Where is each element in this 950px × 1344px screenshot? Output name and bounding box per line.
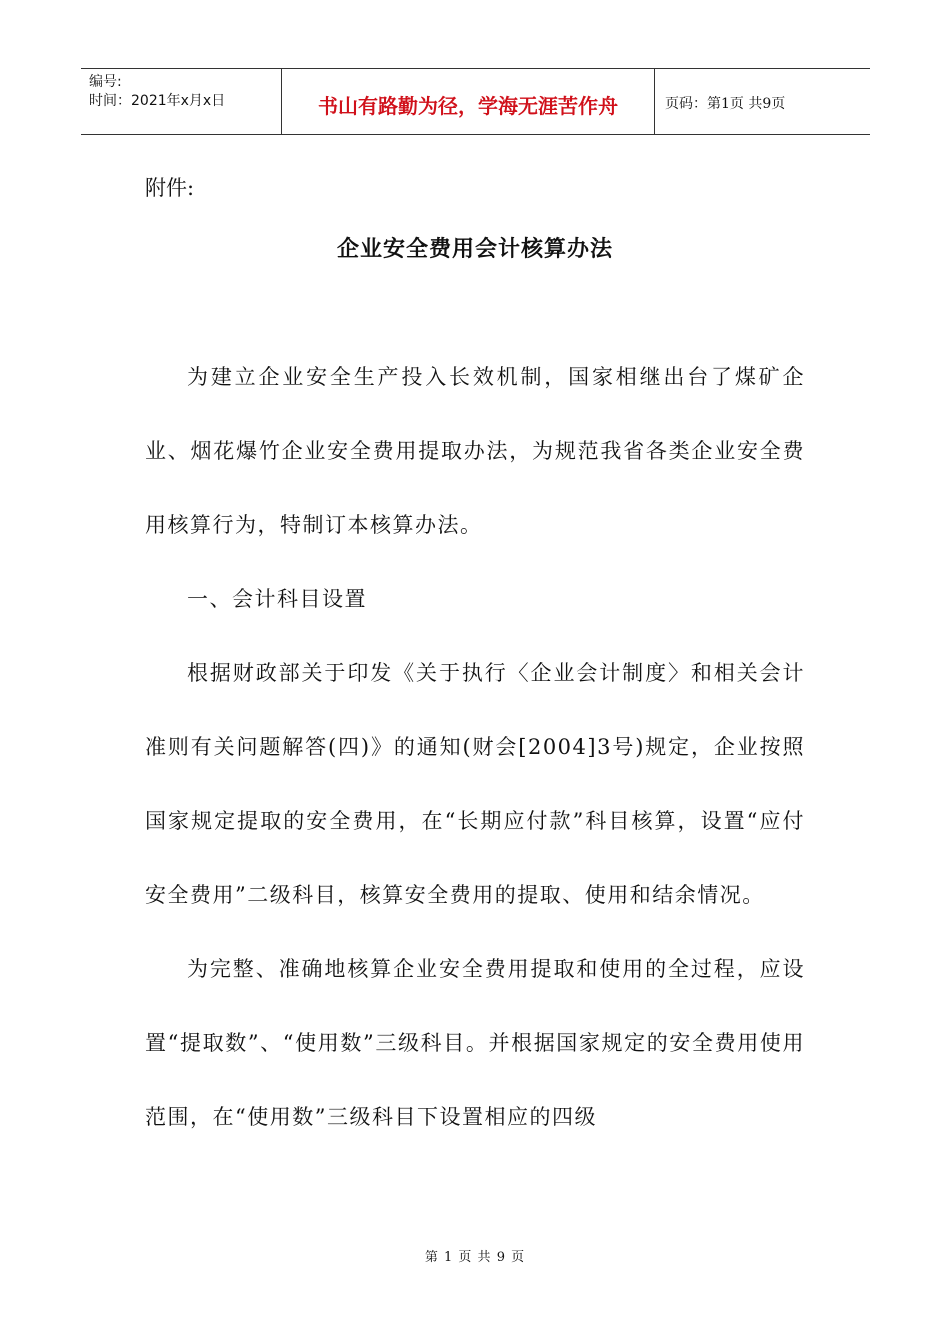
section-heading: 一、会计科目设置 bbox=[187, 587, 367, 611]
document-body bbox=[145, 340, 805, 1154]
motto-text: 书山有路勤为径，学海无涯苦作舟 bbox=[318, 94, 618, 118]
page-footer: 第 1 页 共 9 页 bbox=[424, 1250, 526, 1265]
paragraph-regulation: 根据财政部关于印发《关于执行〈企业会计制度〉和相关会计准则有关问题解答(四)》的通知(财会[2004]3号)规定，企业按照国家规定提取的安全费用，在“长期应付款”科目核算，设置“应付安全费用”二级科目，核算安全费用的提取、使用和结余情况。 bbox=[145, 661, 805, 907]
number-label: 编号: bbox=[89, 74, 122, 90]
paragraph-intro: 为建立企业安全生产投入长效机制，国家相继出台了煤矿企业、烟花爆竹企业安全费用提取办法，为规范我省各类企业安全费用核算行为，特制订本核算办法。 bbox=[145, 365, 805, 537]
page-info-text: 页码：第1页 共9页 bbox=[665, 95, 786, 112]
attachment-label: 附件: bbox=[145, 176, 195, 200]
paragraph-subaccounts: 为完整、准确地核算企业安全费用提取和使用的全过程，应设置“提取数”、“使用数”三级科目。并根据国家规定的安全费用使用范围，在“使用数”三级科目下设置相应的四级 bbox=[145, 957, 805, 1129]
header-motto bbox=[282, 69, 655, 134]
time-label: 时间：2021年x月x日 bbox=[89, 93, 226, 109]
document-title: 企业安全费用会计核算办法 bbox=[336, 237, 613, 262]
header-meta bbox=[81, 69, 282, 134]
document-header bbox=[81, 68, 870, 135]
header-page-info bbox=[655, 69, 870, 134]
